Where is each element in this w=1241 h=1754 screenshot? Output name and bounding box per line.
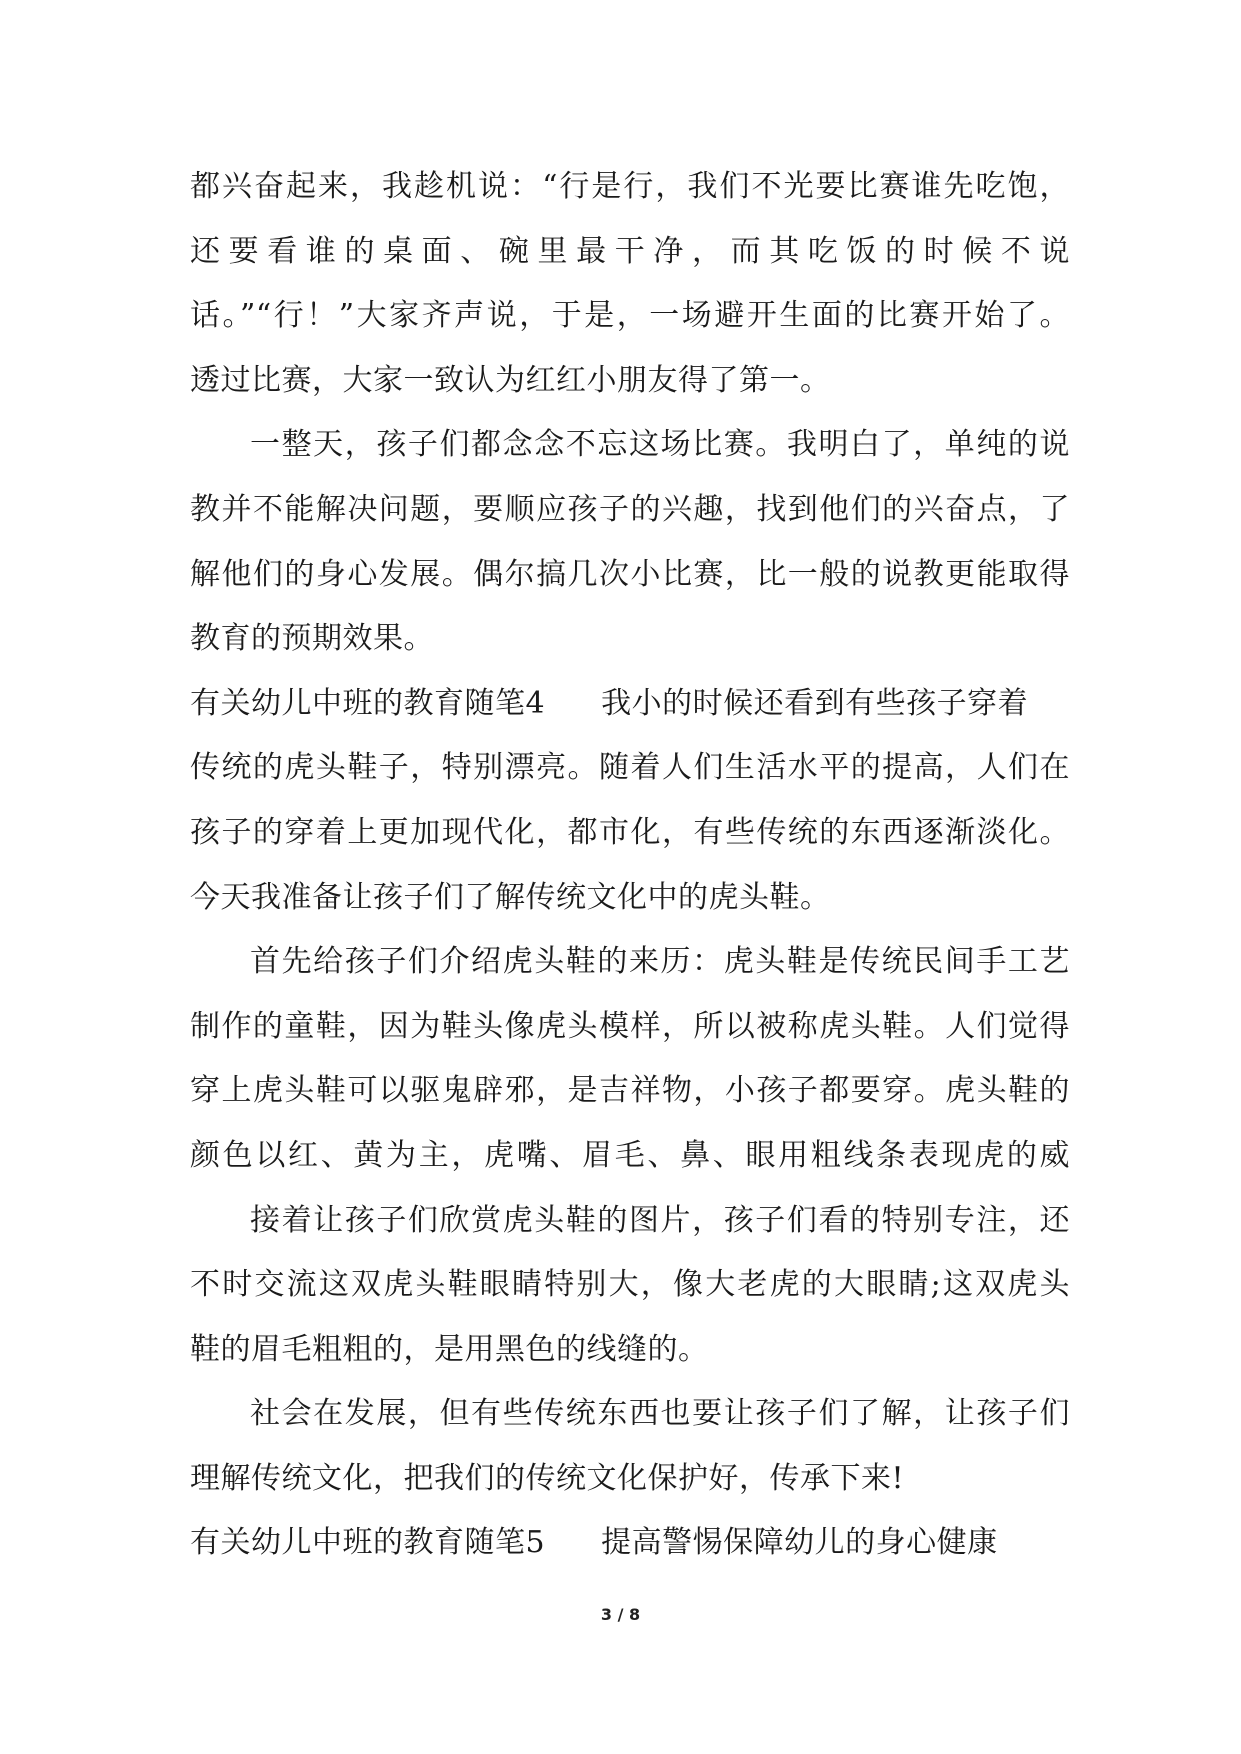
paragraph	[190, 155, 1070, 413]
text-line: 透过比赛，大家一致认为红红小朋友得了第一。	[190, 362, 831, 398]
text-line: 解他们的身心发展。偶尔搞几次小比赛，比一般的说教更能取得	[190, 556, 1070, 592]
text-line: 都兴奋起来，我趁机说：“行是行，我们不光要比赛谁先吃饱，	[190, 169, 1070, 204]
text-line: 穿上虎头鞋可以驱鬼辟邪，是吉祥物，小孩子都要穿。虎头鞋的	[190, 1073, 1070, 1109]
text-line: 话。”“行！”大家齐声说，于是，一场避开生面的比赛开始了。	[190, 298, 1070, 334]
text-line: 传统的虎头鞋子，特别漂亮。随着人们生活水平的提高，人们在	[190, 750, 1070, 786]
text-line: 教并不能解决问题，要顺应孩子的兴趣，找到他们的兴奋点，了	[190, 491, 1070, 527]
paragraph	[190, 413, 1070, 671]
section-lead-text: 我小的时候还看到有些孩子穿着	[601, 685, 1029, 721]
text-line: 鞋的眉毛粗粗的，是用黑色的线缝的。	[190, 1331, 709, 1367]
text-line: 首先给孩子们介绍虎头鞋的来历：虎头鞋是传统民间手工艺	[250, 944, 1070, 980]
section-lead-text: 提高警惕保障幼儿的身心健康	[601, 1525, 998, 1561]
section-heading-5	[190, 1511, 1070, 1576]
paragraph	[190, 1189, 1070, 1383]
text-line: 颜色以红、黄为主，虎嘴、眉毛、鼻、眼用粗线条表现虎的威	[190, 1137, 1070, 1173]
document-body	[190, 155, 1070, 1576]
section-title: 有关幼儿中班的教育随笔4	[190, 685, 546, 721]
text-line: 教育的预期效果。	[190, 621, 434, 657]
text-line: 不时交流这双虎头鞋眼睛特别大，像大老虎的大眼睛;这双虎头	[190, 1267, 1070, 1303]
text-line: 孩子的穿着上更加现代化，都市化，有些传统的东西逐渐淡化。	[190, 814, 1070, 850]
paragraph	[190, 1382, 1070, 1511]
paragraph	[190, 736, 1070, 930]
section-title: 有关幼儿中班的教育随笔5	[190, 1525, 546, 1561]
text-line: 还要看谁的桌面、碗里最干净，而其吃饭的时候不说	[190, 233, 1070, 269]
section-heading-4	[190, 672, 1070, 737]
paragraph	[190, 930, 1070, 1188]
page-number: 3 / 8	[600, 1605, 641, 1624]
text-line: 一整天，孩子们都念念不忘这场比赛。我明白了，单纯的说	[250, 427, 1070, 463]
text-line: 理解传统文化，把我们的传统文化保护好，传承下来!	[190, 1460, 905, 1496]
text-line: 接着让孩子们欣赏虎头鞋的图片，孩子们看的特别专注，还	[250, 1202, 1070, 1238]
text-line: 社会在发展，但有些传统东西也要让孩子们了解，让孩子们	[250, 1396, 1070, 1432]
text-line: 制作的童鞋，因为鞋头像虎头模样，所以被称虎头鞋。人们觉得	[190, 1008, 1070, 1044]
text-line: 今天我准备让孩子们了解传统文化中的虎头鞋。	[190, 879, 831, 915]
